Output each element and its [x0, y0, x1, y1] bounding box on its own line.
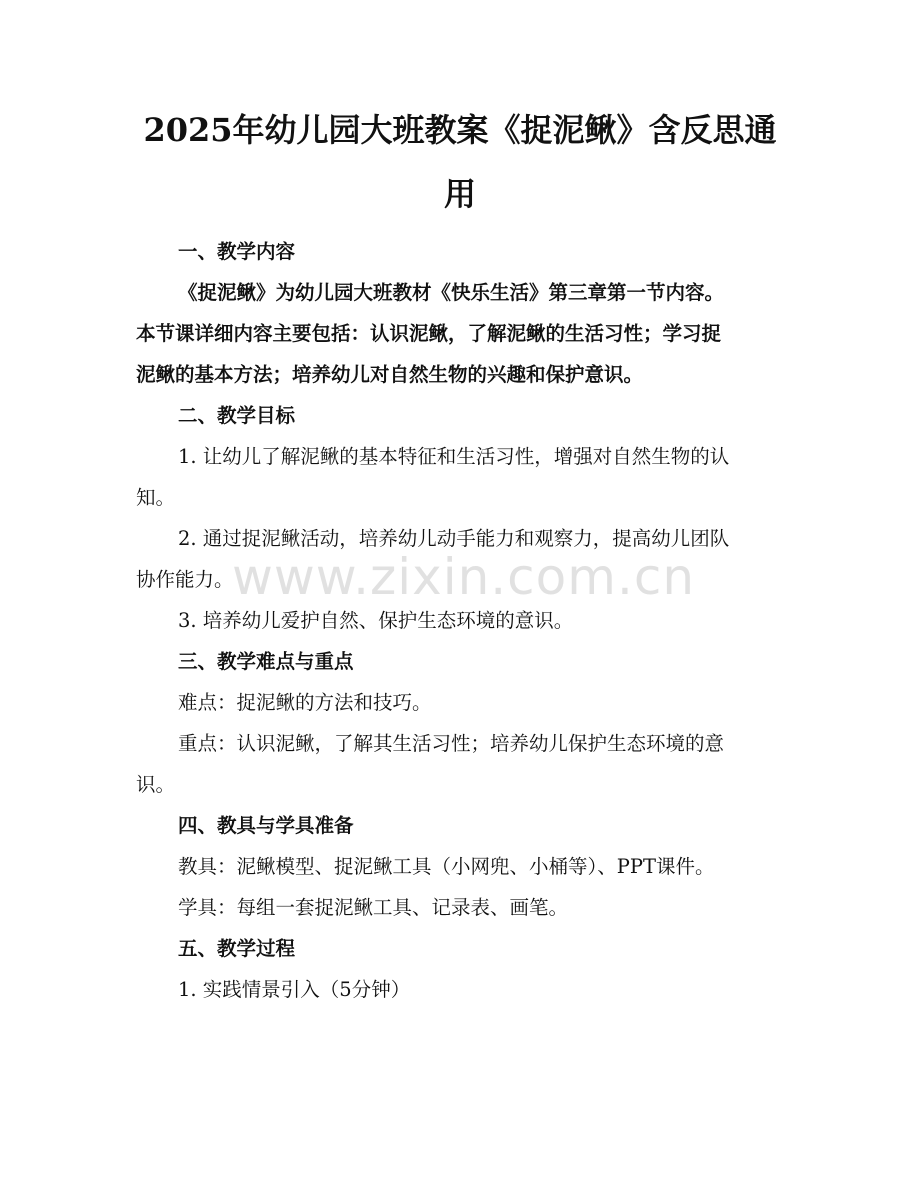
list-item: 2. 通过捉泥鳅活动，培养幼儿动手能力和观察力，提高幼儿团队 [178, 527, 730, 550]
list-item-continuation: 协作能力。 [136, 568, 234, 591]
section-heading-goals: 二、教学目标 [178, 404, 296, 427]
paragraph-line: 本节课详细内容主要包括：认识泥鳅，了解泥鳅的生活习性；学习捉 [136, 322, 722, 345]
paragraph-line: 泥鳅的基本方法；培养幼儿对自然生物的兴趣和保护意识。 [136, 363, 644, 386]
paragraph-line: 重点：认识泥鳅，了解其生活习性；培养幼儿保护生态环境的意 [178, 732, 725, 755]
title-line-1: 2025年幼儿园大班教案《捉泥鳅》含反思通 [143, 111, 777, 149]
section-heading-process: 五、教学过程 [178, 937, 296, 960]
paragraph-line: 教具：泥鳅模型、捉泥鳅工具（小网兜、小桶等）、PPT课件。 [178, 855, 715, 878]
paragraph-line: 难点：捉泥鳅的方法和技巧。 [178, 691, 432, 714]
list-item-continuation: 知。 [136, 486, 176, 509]
section-heading-materials: 四、教具与学具准备 [178, 814, 354, 837]
list-item: 1. 让幼儿了解泥鳅的基本特征和生活习性，增强对自然生物的认 [178, 445, 730, 468]
watermark: www.zixin.com.cn [232, 548, 696, 606]
list-item: 1. 实践情景引入（5分钟） [178, 978, 411, 1001]
section-heading-content: 一、教学内容 [178, 240, 296, 263]
paragraph-line: 《捉泥鳅》为幼儿园大班教材《快乐生活》第三章第一节内容。 [178, 281, 725, 304]
paragraph-line: 学具：每组一套捉泥鳅工具、记录表、画笔。 [178, 896, 569, 919]
document-title [130, 98, 790, 226]
paragraph-line: 识。 [136, 773, 176, 796]
title-line-2: 用 [443, 175, 476, 213]
list-item: 3. 培养幼儿爱护自然、保护生态环境的意识。 [178, 609, 574, 632]
section-heading-key-points: 三、教学难点与重点 [178, 650, 354, 673]
